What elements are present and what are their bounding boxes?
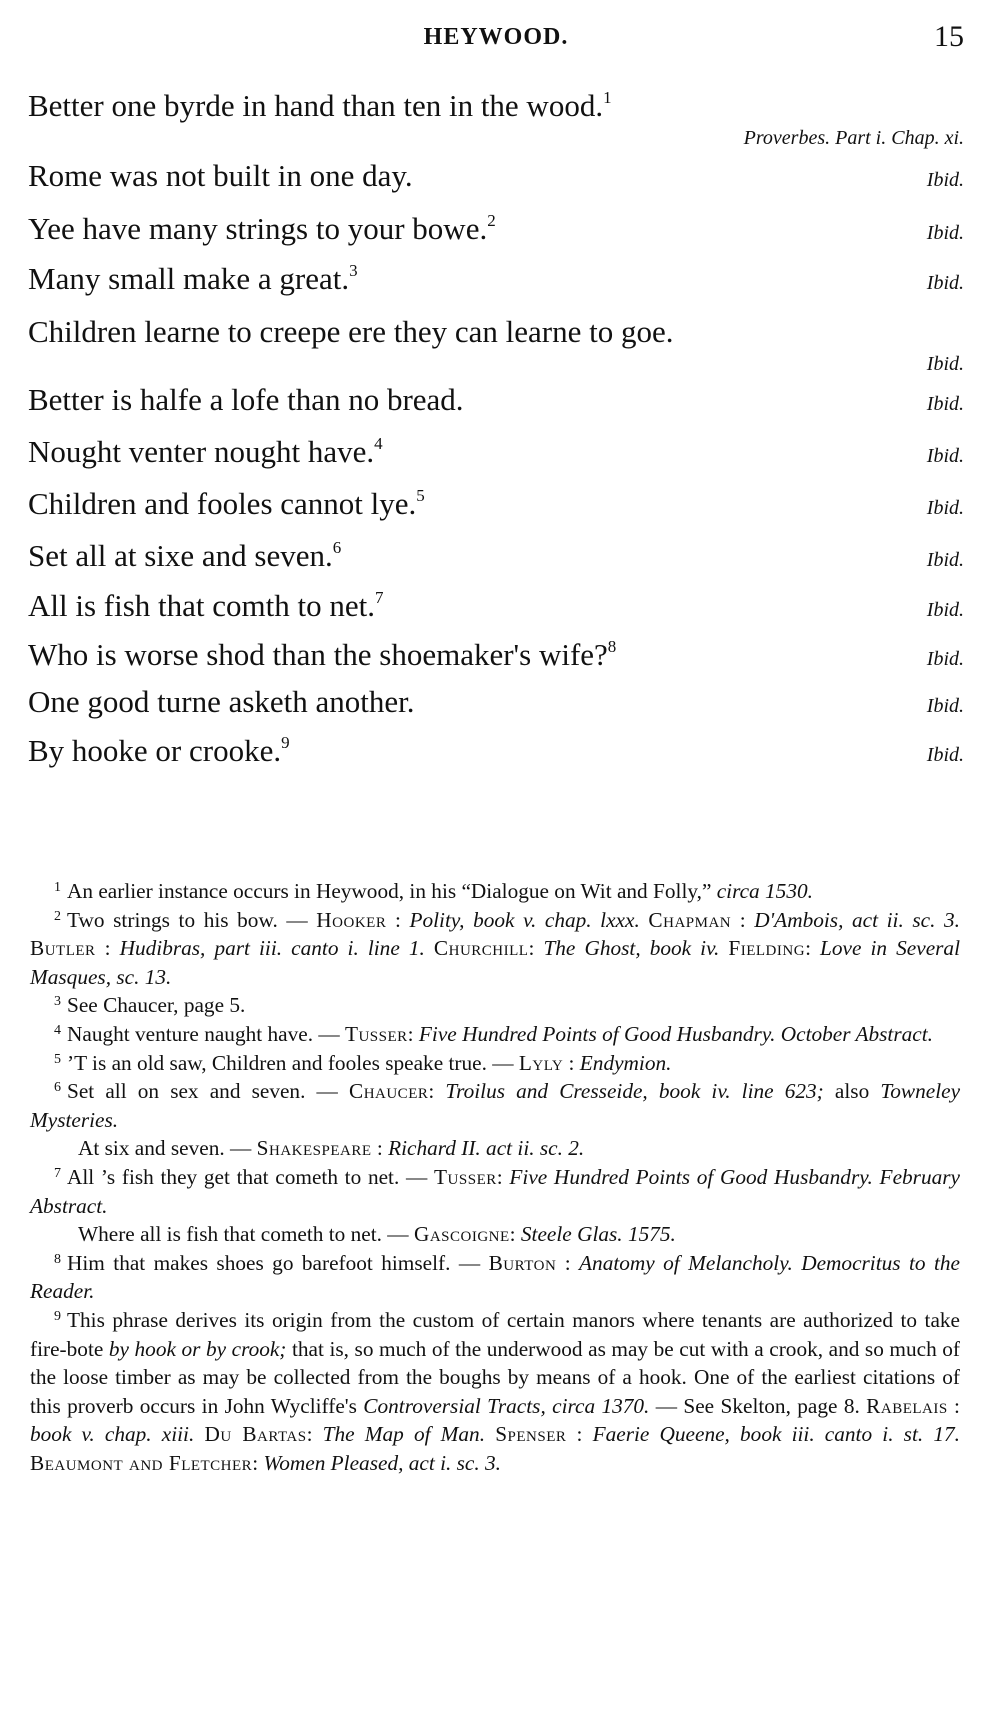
page-number: 15 <box>934 20 964 53</box>
quote-source: Ibid. <box>926 169 964 191</box>
footnote-ref: 1 <box>603 88 612 107</box>
quote-text: Rome was not built in one day. <box>28 158 413 193</box>
quote-text: All is fish that comth to net.$^7$ <box>28 588 384 623</box>
footnote-7: $^7$ All ’s fish they get that cometh to net. — Tusser: Five Hundred Points of Good Husbandry. February Abstract. <box>30 1164 960 1218</box>
quote-text: Who is worse shod than the shoemaker's wife?$^8$ <box>28 637 617 672</box>
footnote-ref: 3 <box>349 261 358 280</box>
footnote-ref: 5 <box>416 486 425 505</box>
quote-source: Ibid. <box>926 744 964 766</box>
running-title: HEYWOOD. <box>423 24 569 50</box>
quote-entry <box>28 635 964 682</box>
quote-source: Ibid. <box>926 393 964 415</box>
quote-entry <box>28 380 964 432</box>
footnote-1: $^1$ An earlier instance occurs in Heywood, in his “Dialogue on Wit and Folly,” circa 1530. <box>54 879 813 903</box>
footnote-5: $^5$ ’T is an old saw, Children and fooles speake true. — Lyly : Endymion. <box>54 1050 672 1075</box>
quote-source: Ibid. <box>926 353 964 375</box>
quote-entry <box>28 432 964 484</box>
quote-text: Nought venter nought have.$^4$ <box>28 434 383 469</box>
footnote-9: $^9$ This phrase derives its origin from the custom of certain manors where tenants are authorized to take fire-bote by hook or by crook; that is, so much of the underwood as may be cut with a crook, and so much of the loose timber as may be collected from the boughs by means of a hook. One of the earliest citations of this proverb occurs in John Wycliffe's Controversial Tracts, circa 1370. — See Skelton, page 8. Rabelais : book v. chap. xiii. Du Bartas: The Map of Man. Spenser : Faerie Queene, book iii. canto i. st. 17. Beaumont and Fletcher: Women Pleased, act i. sc. 3. <box>30 1307 961 1475</box>
quote-text: By hooke or crooke.$^9$ <box>28 733 290 768</box>
footnote-3: $^3$ See Chaucer, page 5. <box>54 993 246 1018</box>
footnotes <box>30 877 960 1477</box>
quote-text: Better one byrde in hand than ten in the wood.$^1$ <box>28 88 612 123</box>
quote-text: One good turne asketh another. <box>28 684 415 719</box>
quote-text: Many small make a great.$^3$ <box>28 261 358 296</box>
quote-source: Ibid. <box>926 445 964 467</box>
quote-source: Proverbes. Part i. Chap. xi. <box>743 127 964 149</box>
quote-entry <box>28 259 964 312</box>
footnote-ref: 6 <box>332 538 342 557</box>
running-head <box>28 20 964 60</box>
quote-entry <box>28 156 964 209</box>
footnote-ref: 9 <box>281 733 290 752</box>
footnote-7-continued: Where all is fish that cometh to net. — Gascoigne: Steele Glas. 1575. <box>78 1222 676 1247</box>
quote-text: Children learne to creepe ere they can learne to goe. <box>28 314 674 349</box>
quote-source: Ibid. <box>926 695 964 717</box>
quote-source: Ibid. <box>926 497 964 519</box>
quote-entry <box>28 209 964 259</box>
footnote-6-continued: At six and seven. — Shakespeare : Richard II. act ii. sc. 2. <box>78 1136 585 1161</box>
footnote-ref: 4 <box>374 434 383 453</box>
quote-text: Yee have many strings to your bowe.$^2$ <box>28 211 496 246</box>
quote-text: Better is halfe a lofe than no bread. <box>28 382 464 417</box>
quote-entry <box>28 586 964 635</box>
footnote-8: $^8$ Him that makes shoes go barefoot himself. — Burton : Anatomy of Melancholy. Democritus to the Reader. <box>30 1250 960 1304</box>
footnote-6: $^6$ Set all on sex and seven. — Chaucer: Troilus and Cresseide, book iv. line 623; also Towneley Mysteries. <box>30 1079 961 1132</box>
quote-source: Ibid. <box>926 222 964 244</box>
quotation-list <box>28 86 964 781</box>
footnote-2: $^2$ Two strings to his bow. — Hooker : Polity, book v. chap. lxxx. Chapman : D'Ambois, act ii. sc. 3. Butler : Hudibras, part iii. canto i. line 1. Churchill: The Ghost, book iv. Fielding: Love in Several Masques, sc. 13. <box>30 907 961 989</box>
quote-entry <box>28 484 964 536</box>
quote-entry <box>28 731 964 781</box>
footnote-ref: 2 <box>487 211 496 230</box>
footnote-ref: 7 <box>375 588 384 607</box>
quote-entry <box>28 536 964 586</box>
quote-source: Ibid. <box>926 648 964 670</box>
quote-text: Set all at sixe and seven.$^6$ <box>28 538 342 573</box>
quote-entry <box>28 86 964 156</box>
quote-source: Ibid. <box>926 549 964 571</box>
quote-text: Children and fooles cannot lye.$^5$ <box>28 486 425 521</box>
quote-source: Ibid. <box>926 599 964 621</box>
quote-source: Ibid. <box>926 272 964 294</box>
footnote-ref: 8 <box>607 637 617 656</box>
quote-entry <box>28 682 964 731</box>
quote-entry <box>28 312 964 380</box>
footnote-4: $^4$ Naught venture naught have. — Tusser: Five Hundred Points of Good Husbandry. October Abstract. <box>54 1021 933 1046</box>
